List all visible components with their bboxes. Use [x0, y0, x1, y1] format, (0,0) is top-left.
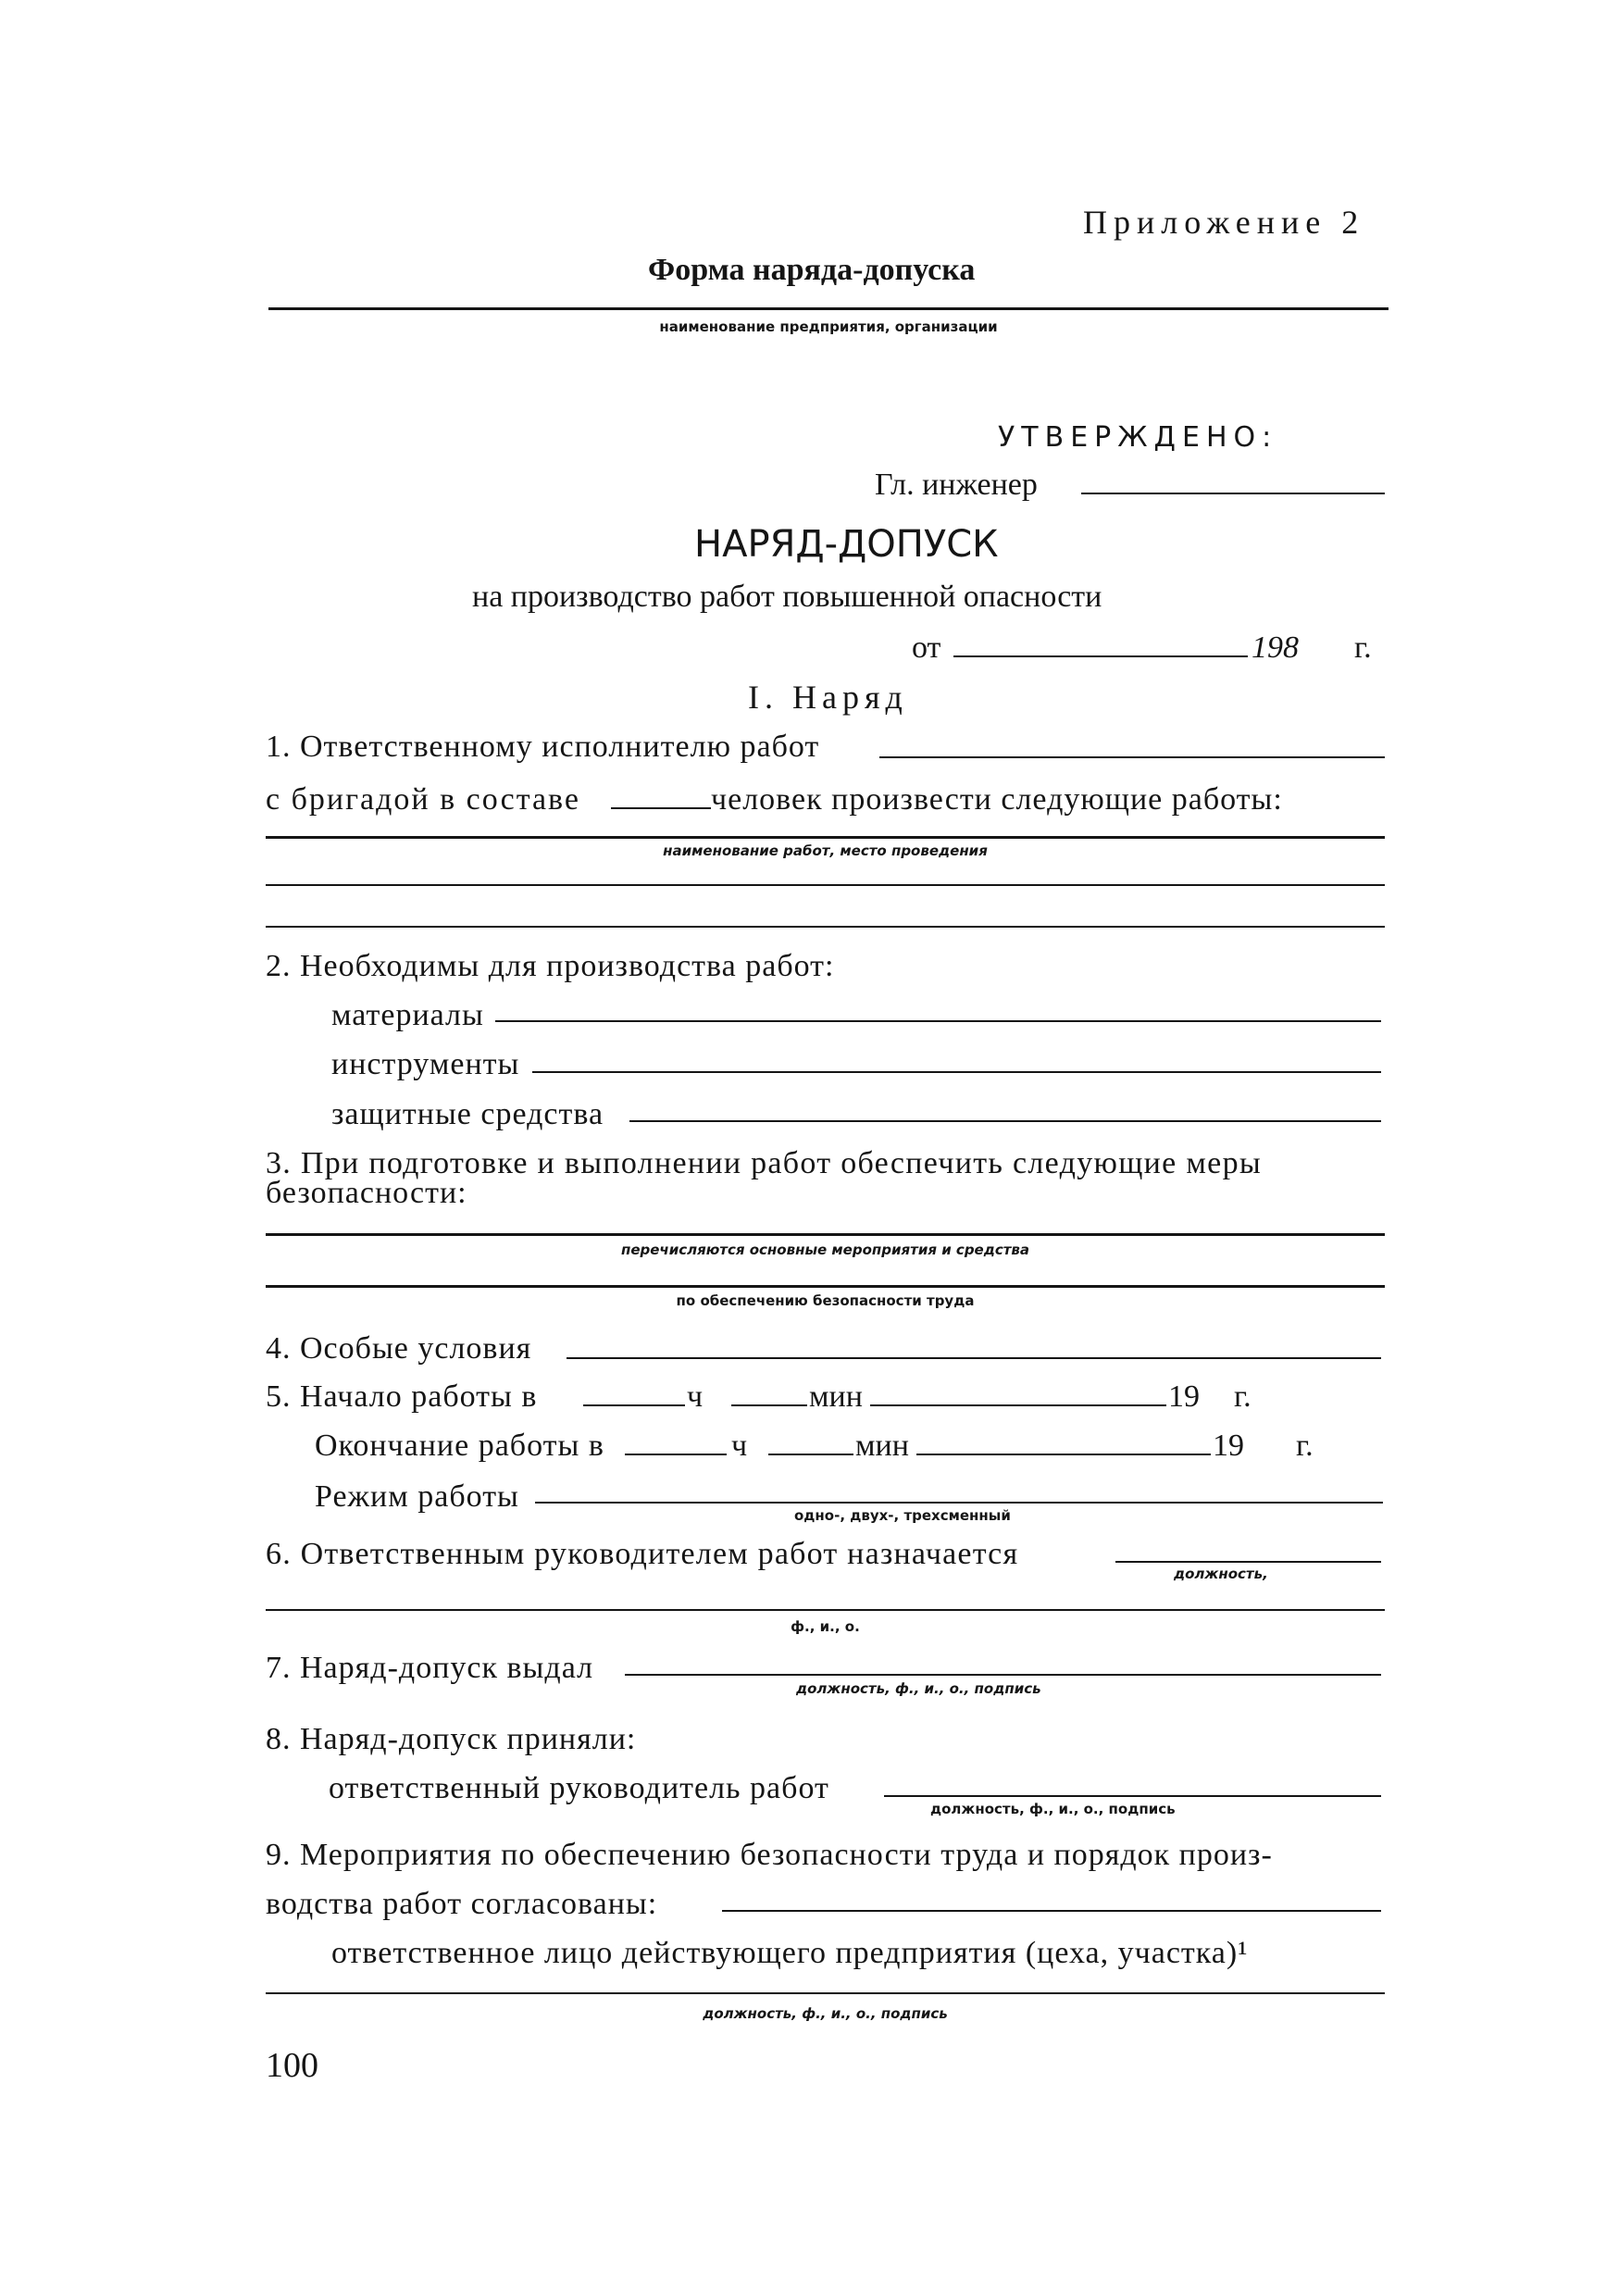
item-5-start-g: г. — [1234, 1379, 1252, 1414]
item-4-line — [567, 1357, 1381, 1359]
date-from-label: от — [912, 630, 941, 665]
date-year: 198 — [1252, 630, 1299, 665]
item-9-caption: должность, ф., и., о., подпись — [703, 2005, 948, 2022]
item-5-end-date-line — [916, 1454, 1211, 1455]
item-2-title: 2. Необходимы для производства работ: — [266, 949, 835, 983]
item-2-tools-line — [532, 1071, 1381, 1073]
item-1-line-2b: человек произвести следующие работы: — [711, 782, 1283, 817]
item-5-end-g: г. — [1296, 1429, 1314, 1463]
chief-engineer-signature-line — [1081, 493, 1385, 494]
section-title: I. Наряд — [748, 679, 908, 716]
item-1-crew-count-line — [611, 807, 711, 809]
item-6-label: 6. Ответственным руководителем работ назначается — [266, 1537, 1019, 1571]
item-2-materials-line — [495, 1020, 1381, 1022]
item-3-caption-2: по обеспечению безопасности труда — [676, 1292, 975, 1309]
item-8-title: 8. Наряд-допуск приняли: — [266, 1722, 637, 1756]
item-1-caption: наименование работ, место проведения — [663, 842, 988, 859]
item-1-work-line-2 — [266, 884, 1385, 886]
item-5-start-year: 19 — [1168, 1379, 1200, 1414]
item-1-work-line-3 — [266, 926, 1385, 928]
item-5-end-hour-line — [625, 1454, 727, 1455]
item-9-line-2: водства работ согласованы: — [266, 1887, 658, 1921]
item-5-start-min: мин — [809, 1379, 863, 1414]
appendix-label: Приложение 2 — [1083, 204, 1365, 241]
item-3-measures-line-2 — [266, 1285, 1385, 1288]
item-1-work-line-1 — [266, 836, 1385, 839]
item-5-end-min-line — [768, 1454, 853, 1455]
date-year-suffix: г. — [1354, 630, 1372, 665]
page-number: 100 — [266, 2046, 318, 2085]
item-3-line-2: безопасности: — [266, 1176, 467, 1210]
item-5-start-h: ч — [687, 1379, 704, 1414]
item-7-label: 7. Наряд-допуск выдал — [266, 1651, 594, 1685]
item-9-agreement-line — [722, 1910, 1381, 1912]
item-1-line-1: 1. Ответственному исполнителю работ — [266, 730, 820, 764]
item-9-line-1: 9. Мероприятия по обеспечению безопасности труда и порядок произ- — [266, 1838, 1273, 1872]
item-5-start-hour-line — [583, 1404, 685, 1406]
document-subtitle: на производство работ повышенной опасности — [472, 580, 1102, 614]
item-5-start-label: 5. Начало работы в — [266, 1379, 538, 1414]
date-line — [953, 655, 1248, 657]
item-6-caption-1: должность, — [1174, 1566, 1268, 1582]
item-7-caption: должность, ф., и., о., подпись — [796, 1680, 1041, 1697]
approved-label: УТВЕРЖДЕНО: — [998, 421, 1278, 454]
item-5-end-h: ч — [731, 1429, 748, 1463]
item-2-protective-label: защитные средства — [331, 1097, 604, 1131]
item-2-tools-label: инструменты — [331, 1047, 520, 1081]
item-6-caption-2: ф., и., о. — [791, 1618, 860, 1635]
item-9-line-3: ответственное лицо действующего предприятия (цеха, участка)¹ — [331, 1936, 1249, 1970]
chief-engineer-label: Гл. инженер — [875, 468, 1038, 502]
item-7-line — [625, 1674, 1381, 1676]
item-3-caption-1: перечисляются основные мероприятия и средства — [620, 1242, 1030, 1258]
item-5-start-date-line — [870, 1404, 1166, 1406]
item-2-materials-label: материалы — [331, 998, 484, 1032]
item-8-caption: должность, ф., и., о., подпись — [930, 1801, 1176, 1817]
item-1-line-2a: с бригадой в составе — [266, 782, 581, 817]
item-6-position-line — [1115, 1561, 1381, 1563]
org-name-caption: наименование предприятия, организации — [659, 318, 998, 335]
item-5-start-min-line — [731, 1404, 807, 1406]
item-2-protective-line — [629, 1120, 1381, 1122]
item-5-mode-caption: одно-, двух-, трехсменный — [794, 1507, 1011, 1524]
item-5-end-label: Окончание работы в — [315, 1429, 604, 1463]
document-title: НАРЯД-ДОПУСК — [694, 523, 999, 566]
item-3-line-1: 3. При подготовке и выполнении работ обеспечить следующие меры — [266, 1146, 1263, 1180]
item-8-signature-line — [884, 1795, 1381, 1797]
item-5-mode-line — [535, 1502, 1383, 1504]
item-8-manager-label: ответственный руководитель работ — [329, 1771, 829, 1805]
form-title: Форма наряда-допуска — [648, 253, 976, 287]
item-5-mode-label: Режим работы — [315, 1479, 519, 1514]
item-1-executor-line — [879, 756, 1385, 758]
item-5-end-year: 19 — [1213, 1429, 1244, 1463]
item-3-measures-line-1 — [266, 1233, 1385, 1236]
item-6-name-line — [266, 1609, 1385, 1611]
item-5-end-min: мин — [855, 1429, 909, 1463]
item-4-label: 4. Особые условия — [266, 1331, 532, 1366]
org-name-line — [268, 307, 1389, 310]
item-9-signature-line — [266, 1992, 1385, 1994]
